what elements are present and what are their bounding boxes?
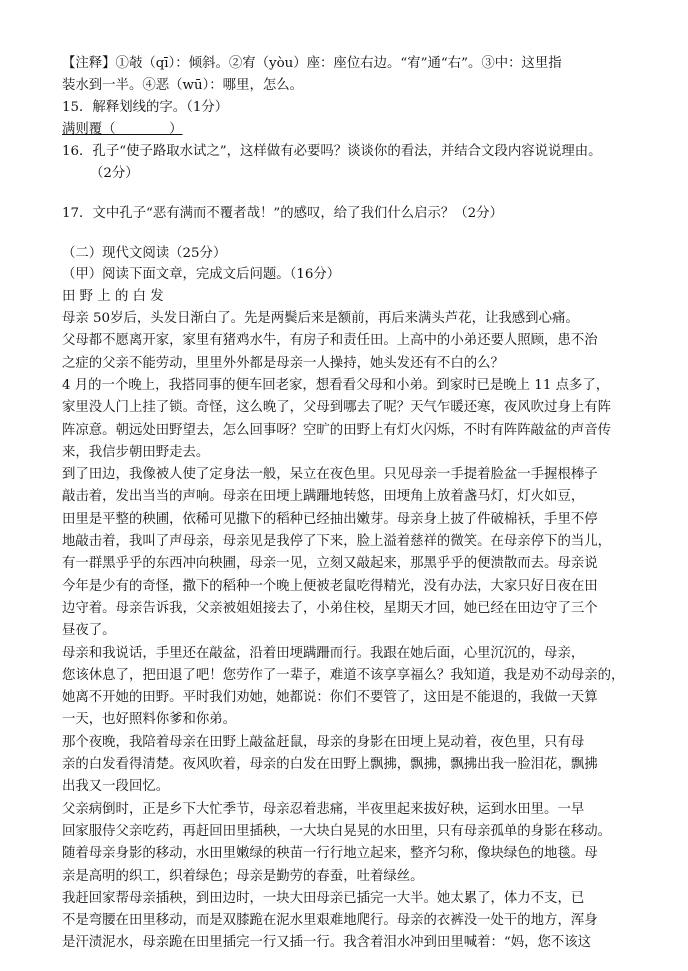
question-15-answer-blank[interactable]: 满则覆（ ） — [62, 122, 183, 137]
article-line: 家里没人门上挂了锁。奇怪，这么晚了，父母到哪去了呢？天气乍暖还寒，夜风吹过身上有阵 — [62, 400, 612, 416]
notes-line-2: 装水到一半。④恶（wū）：哪里，怎么。 — [62, 78, 304, 93]
article-line: 母亲和我说话，手里还在敲盆，沿着田埂蹒跚而行。我跟在她后面，心里沉沉的，母亲， — [62, 645, 585, 661]
article-line: 来，我信步朝田野走去。 — [62, 444, 210, 460]
article-line: 敲击着，发出当当的声响。母亲在田埂上蹒跚地转悠，田埂角上放着盏马灯，灯火如豆， — [62, 489, 585, 505]
article-line: 昼夜了。 — [62, 623, 116, 639]
article-line: 一天，也好照料你爹和你弟。 — [62, 712, 237, 728]
article-line: 她离不开她的田野。平时我们劝她，她都说：你们不要管了，这田是不能退的，我做一天算 — [62, 690, 598, 706]
article-title: 田 野 上 的 白 发 — [62, 289, 164, 304]
article-line: 今年是少有的奇怪，撒下的稻种一个晚上便被老鼠吃得精光，没有办法，大家只好日夜在田 — [62, 578, 598, 594]
section-heading: （二）现代文阅读（25分） — [62, 246, 227, 261]
article-line: 随着母亲身影的移动，水田里嫩绿的秧苗一行行地立起来，整齐匀称，像块绿色的地毯。母 — [62, 846, 598, 862]
notes-line-1: 【注释】①攲（qī）：倾斜。②宥（yòu）座：座位右边。“宥”通“右”。③中：这里指 — [62, 56, 562, 71]
article-line: 出我又一段回忆。 — [62, 779, 170, 795]
question-17-text: 17．文中孔子“恶有满而不覆者哉！”的感叹，给了我们什么启示？（2分） — [62, 206, 503, 221]
article-line: 边守着。母亲告诉我，父亲被姐姐接去了，小弟住校，星期天才回，她已经在田边守了三个 — [62, 600, 598, 616]
article-line: 母亲 50岁后，头发日渐白了。先是两鬓后来是额前，再后来满头芦花，让我感到心痛。 — [62, 311, 579, 326]
article-line: 父亲病倒时，正是乡下大忙季节，母亲忍着悲痛，半夜里起来拔好秧，运到水田里。一早 — [62, 801, 585, 817]
article-line: 阵凉意。朝远处田野望去，怎么回事呀？空旷的田野上有灯火闪烁，不时有阵阵敲盆的声音传 — [62, 422, 612, 438]
article-line: 到了田边，我像被人使了定身法一般，呆立在夜色里。只见母亲一手提着脸盆一手握根棒子 — [62, 467, 598, 483]
article-line: 那个夜晚，我陪着母亲在田野上敲盆赶鼠，母亲的身影在田埂上晃动着，夜色里，只有母 — [62, 734, 585, 750]
article-line: 亲是高明的织工，织着绿色；母亲是勤劳的春蚕，吐着绿丝。 — [62, 868, 424, 884]
article-line: 地敲击着，我叫了声母亲，母亲见是我停了下来，脸上溢着慈祥的微笑。在母亲停下的当儿， — [62, 534, 612, 549]
article-line: 您该休息了，把田退了吧！您劳作了一辈子，难道不该享享福么？我知道，我是劝不动母亲的， — [62, 667, 625, 683]
article-line: 有一群黑乎乎的东西冲向秧圃，母亲一见，立刻又敲起来，那黑乎乎的便溃散而去。母亲说 — [62, 556, 598, 572]
article-line: 是汗渍泥水，母亲跪在田里插完一行又插一行。我含着泪水冲到田里喊着：“妈，您不该这 — [62, 935, 592, 951]
question-16-line-2: （2分） — [90, 166, 139, 181]
article-line: 我赶回家帮母亲插秧，到田边时，一块大田母亲已插完一大半。她太累了，体力不支，已 — [62, 890, 585, 906]
article-line: 父母都不愿离开家，家里有猪鸡水牛，有房子和责任田。上高中的小弟还要人照顾，患不治 — [62, 333, 598, 349]
article-line: 4 月的一个晚上，我搭同事的便车回老家，想看看父母和小弟。到家时已是晚上 11 点多了， — [62, 377, 610, 393]
question-15-item — [62, 120, 183, 140]
section-subheading: （甲）阅读下面文章，完成文后问题。（16分） — [62, 267, 341, 282]
article-line: 不是弯腰在田里移动，而是双膝跪在泥水里艰难地爬行。母亲的衣裤没一处干的地方，浑身 — [62, 913, 598, 929]
question-15-prompt: 15．解释划线的字。（1分） — [62, 100, 229, 115]
question-16-line-1: 16．孔子“使子路取水试之”，这样做有必要吗？谈谈你的看法，并结合文段内容说说理由。 — [62, 144, 602, 159]
article-line: 田里是平整的秧圃，依稀可见撒下的稻种已经抽出嫩芽。母亲身上披了件破棉袄，手里不停 — [62, 511, 598, 527]
article-line: 回家服侍父亲吃药，再赶回田里插秧，一大块白晃晃的水田里，只有母亲孤单的身影在移动。 — [62, 823, 612, 839]
article-line: 亲的白发看得清楚。夜风吹着，母亲的白发在田野上飘拂，飘拂，飘拂出我一脸泪花，飘拂 — [62, 757, 598, 772]
article-line: 之症的父亲不能劳动，里里外外都是母亲一人操持，她头发还有不白的么？ — [62, 355, 504, 371]
